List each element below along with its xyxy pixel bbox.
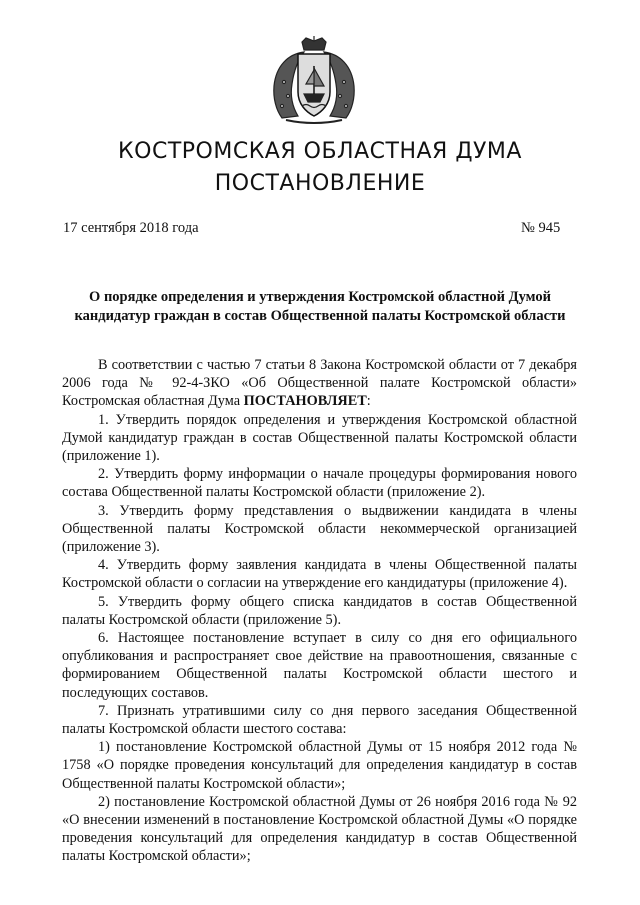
body-item: 2) постановление Костромской областной Думы от 26 ноября 2016 года № 92 «О внесении изменений в постановление Костромской областной Думы «О порядке проведения консультаций для определения кандидатур в состав Общественной палаты Костромской области»; xyxy=(62,793,577,865)
body-item: 2. Утвердить форму информации о начале процедуры формирования нового состава Общественной палаты Костромской области (приложение 2). xyxy=(62,466,577,501)
body-item: 5. Утвердить форму общего списка кандидатов в состав Общественной палаты Костромской области (приложение 5). xyxy=(62,593,577,628)
title-line-1: О порядке определения и утверждения Костромской областной Думой xyxy=(89,289,551,305)
title-line-2: кандидатур граждан в состав Общественной палаты Костромской области xyxy=(74,308,566,324)
intro-colon: : xyxy=(366,393,371,410)
kostroma-coat-of-arms-icon xyxy=(268,36,360,124)
document-body xyxy=(62,356,577,866)
body-item: 7. Признать утратившими силу со дня первого заседания Общественной палаты Костромской области шестого состава: xyxy=(62,702,577,738)
body-item: 4. Утвердить форму заявления кандидата в члены Общественной палаты Костромской области о согласии на утверждение его кандидатуры (приложение 4). xyxy=(62,557,577,592)
document-title xyxy=(50,288,590,326)
document-type: ПОСТАНОВЛЕНИЕ xyxy=(214,171,426,196)
body-item: 1. Утвердить порядок определения и утверждения Костромской областной Думой кандидатур граждан в состав Общественной палаты Костромской области (приложение 1). xyxy=(62,411,577,465)
organization-name: КОСТРОМСКАЯ ОБЛАСТНАЯ ДУМА xyxy=(118,139,522,164)
intro-text: В соответствии с частью 7 статьи 8 Закона Костромской области от 7 декабря 2006 года № 92-4-ЗКО «Об Общественной палате Костромской области» Костромская областная Дума xyxy=(62,357,577,410)
body-item: 3. Утвердить форму представления о выдвижении кандидата в члены Общественной палаты Костромской области некоммерческой организацией (приложение 3). xyxy=(62,502,577,556)
document-date: 17 сентября 2018 года xyxy=(63,220,199,236)
resolves-keyword: ПОСТАНОВЛЯЕТ xyxy=(243,393,367,410)
document-number: № 945 xyxy=(521,220,561,236)
intro-paragraph xyxy=(62,356,577,411)
body-item: 6. Настоящее постановление вступает в силу со дня его официального опубликования и распространяет свое действие на правоотношения, связанные с формированием Общественной палаты Костромской области шестого и последующих составов. xyxy=(62,630,577,701)
body-item: 1) постановление Костромской областной Думы от 15 ноября 2012 года № 1758 «О порядке проведения консультаций для определения кандидатур в состав Общественной палаты Костромской области»; xyxy=(62,739,577,792)
